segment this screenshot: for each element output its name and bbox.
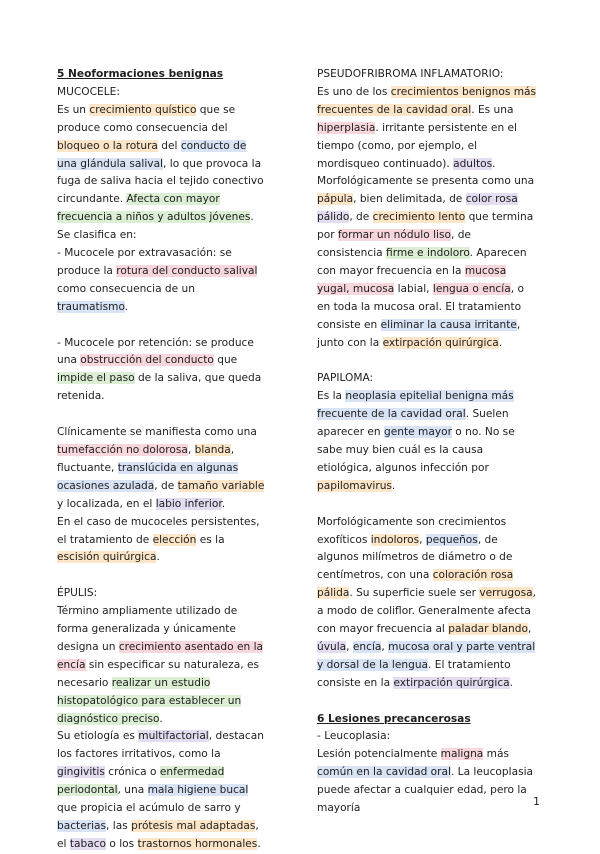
highlighted-text: escisión quirúrgica bbox=[57, 551, 157, 564]
text-run: . bbox=[492, 157, 496, 170]
highlighted-text: bacterias bbox=[57, 820, 107, 833]
text-run: . bbox=[124, 300, 129, 313]
text-run: , fluctuante, bbox=[57, 444, 235, 474]
text-run: Es uno de los bbox=[317, 85, 391, 98]
highlighted-text: crecimiento quístico bbox=[89, 103, 197, 116]
paragraph bbox=[317, 173, 539, 352]
highlighted-text: indoloros bbox=[370, 533, 420, 546]
text-run: crónica o bbox=[104, 766, 160, 779]
text-run: , a modo de coliflor. Generalmente afecta con mayor frecuencia al bbox=[317, 587, 536, 636]
text-run: , destacan los factores irritativos, como la bbox=[57, 730, 264, 761]
page-number: 1 bbox=[533, 795, 540, 808]
section-heading: 6 Lesiones precancerosas bbox=[317, 712, 471, 725]
highlighted-text: crecimiento asentado en la encía bbox=[57, 640, 264, 671]
paragraph-gap bbox=[57, 406, 269, 424]
text-run: , las bbox=[106, 820, 132, 833]
highlighted-text: maligna bbox=[440, 748, 484, 761]
text-run: que se produce como consecuencia del bbox=[57, 103, 236, 134]
right-column bbox=[317, 66, 539, 818]
text-run: - Mucocele por extravasación: se produce la bbox=[57, 247, 232, 277]
highlighted-text: extirpación quirúrgica bbox=[382, 336, 499, 349]
highlighted-text: labio inferior bbox=[155, 497, 222, 510]
paragraph bbox=[317, 66, 539, 84]
text-run: Morfológicamente se presenta como una bbox=[317, 175, 535, 188]
highlighted-text: gente mayor bbox=[384, 426, 452, 439]
highlighted-text: rotura del conducto salival bbox=[116, 264, 258, 277]
highlighted-text: bloqueo o la rotura bbox=[57, 139, 158, 152]
highlighted-text: obstrucción del conducto bbox=[80, 354, 214, 367]
text-run: . bbox=[159, 712, 163, 725]
text-run: - Leucoplasia: bbox=[317, 730, 391, 743]
paragraph-gap bbox=[57, 567, 269, 585]
highlighted-text: gingivitis bbox=[57, 766, 105, 779]
text-run: Es la bbox=[317, 390, 346, 403]
text-run: PSEUDOFRIBROMA INFLAMATORIO: bbox=[317, 68, 504, 80]
text-run: . bbox=[391, 479, 396, 492]
text-run: de la saliva, que queda retenida. bbox=[57, 372, 262, 403]
highlighted-text: papilomavirus bbox=[317, 479, 392, 492]
paragraph bbox=[57, 514, 269, 568]
highlighted-text: extirpación quirúrgica bbox=[393, 676, 510, 689]
highlighted-text: realizar un estudio histopatológico para establecer un diagnóstico preciso bbox=[57, 676, 242, 725]
text-run: , bbox=[346, 640, 353, 653]
highlighted-text: paladar blando bbox=[448, 623, 528, 636]
highlighted-text: lengua o encía bbox=[432, 282, 511, 295]
paragraph bbox=[57, 84, 269, 102]
paragraph bbox=[57, 335, 269, 407]
text-run: , el bbox=[57, 820, 259, 850]
text-run: , lo que provoca la fuga de saliva hacia el tejido conectivo circundante. bbox=[57, 157, 264, 206]
text-run: . bbox=[221, 497, 226, 510]
text-run: Lesión potencialmente bbox=[317, 748, 441, 761]
paragraph bbox=[57, 603, 269, 728]
text-run: . irritante persistente en el tiempo (como, por ejemplo, el mordisqueo continuado). bbox=[317, 121, 517, 170]
text-run: . La leucoplasia puede afectar a cualquier edad, pero la mayoría bbox=[317, 766, 534, 815]
text-run: . Aparecen con mayor frecuencia en la bbox=[317, 247, 527, 277]
text-run: . bbox=[509, 676, 514, 689]
text-run: Morfológicamente son crecimientos exofíticos bbox=[317, 515, 507, 546]
text-run: Clínicamente se manifiesta como una bbox=[57, 426, 257, 439]
highlighted-text: formar un nódulo liso bbox=[337, 229, 451, 242]
highlighted-text: translúcida en algunas ocasiones azulada bbox=[57, 461, 239, 492]
text-run: o no. No se sabe muy bien cuál es la causa etiológica, algunos infección por bbox=[317, 426, 515, 474]
highlighted-text: mucosa yugal, mucosa bbox=[317, 264, 507, 295]
highlighted-text: prótesis mal adaptadas bbox=[131, 820, 256, 833]
highlighted-text: Afecta con mayor frecuencia a niños y adultos jóvenes bbox=[57, 193, 251, 224]
highlighted-text: color rosa pálido bbox=[317, 193, 518, 224]
text-run: - Mucocele por retención: se produce una bbox=[57, 336, 254, 367]
highlighted-text: firme e indoloro bbox=[386, 247, 470, 260]
text-run: . Es una bbox=[471, 103, 514, 116]
paragraph-gap bbox=[317, 353, 539, 371]
highlighted-text: tumefacción no dolorosa bbox=[57, 444, 188, 456]
highlighted-text: crecimientos benignos más frecuentes de la cavidad oral bbox=[317, 85, 537, 116]
paragraph-gap bbox=[317, 693, 539, 711]
highlighted-text: impide el paso bbox=[57, 372, 135, 385]
text-run: , de algunos milímetros de diámetro o de centímetros, con una bbox=[317, 533, 513, 582]
paragraph bbox=[317, 514, 539, 693]
highlighted-text: hiperplasia bbox=[317, 121, 376, 134]
highlighted-text: pápula bbox=[317, 193, 354, 206]
text-run: , de bbox=[154, 479, 178, 492]
text-run: . Se clasifica en: bbox=[57, 211, 254, 242]
paragraph bbox=[57, 585, 269, 603]
text-run: . El tratamiento consiste en la bbox=[317, 658, 511, 689]
text-run: Su etiología es bbox=[57, 730, 139, 743]
highlighted-text: conducto de una glándula salival bbox=[57, 139, 247, 170]
text-run: , bien delimitada, de bbox=[353, 193, 466, 206]
paragraph bbox=[317, 746, 539, 818]
left-column bbox=[57, 66, 269, 854]
text-run: Término ampliamente utilizado de forma generalizada y únicamente designa un bbox=[57, 605, 238, 653]
paragraph bbox=[57, 245, 269, 317]
text-run: , de consistencia bbox=[317, 229, 471, 260]
paragraph bbox=[317, 84, 539, 174]
paragraph bbox=[317, 388, 539, 495]
highlighted-text: traumatismo bbox=[57, 300, 125, 313]
paragraph bbox=[57, 728, 269, 853]
text-run: , una bbox=[117, 784, 148, 797]
text-run: , bbox=[419, 533, 426, 546]
text-run: más bbox=[483, 748, 509, 761]
highlighted-text: neoplasia epitelial benigna más frecuente de la cavidad oral bbox=[317, 390, 514, 421]
highlighted-text: encía bbox=[352, 640, 382, 653]
highlighted-text: eliminar la causa irritante bbox=[380, 318, 517, 331]
text-run: PAPILOMA: bbox=[317, 372, 374, 385]
highlighted-text: común en la cavidad oral bbox=[317, 766, 451, 779]
text-run: del bbox=[157, 139, 181, 152]
text-run: que bbox=[213, 354, 238, 367]
text-run: que propicia el acúmulo de sarro y bbox=[57, 802, 241, 815]
text-run: , bbox=[187, 444, 195, 456]
highlighted-text: coloración rosa pálida bbox=[317, 569, 514, 600]
paragraph-gap bbox=[317, 496, 539, 514]
text-run: labial, bbox=[394, 282, 433, 295]
highlighted-text: mala higiene bucal bbox=[147, 784, 249, 797]
text-run: . bbox=[498, 336, 503, 349]
highlighted-text: crecimiento lento bbox=[372, 211, 466, 224]
text-run: y localizada, en el bbox=[57, 497, 156, 510]
highlighted-text: tamaño variable bbox=[177, 479, 265, 492]
paragraph bbox=[57, 424, 269, 514]
text-run: , o en toda la mucosa oral. El tratamiento consiste en bbox=[317, 282, 524, 331]
paragraph bbox=[317, 370, 539, 388]
paragraph bbox=[57, 66, 269, 84]
highlighted-text: adultos bbox=[453, 157, 493, 170]
text-run: Es un bbox=[57, 103, 90, 116]
highlighted-text: verrugosa bbox=[479, 587, 533, 600]
text-run: es la bbox=[196, 533, 225, 546]
text-run: . Suelen aparecer en bbox=[317, 408, 509, 439]
text-run: MUCOCELE: bbox=[57, 85, 120, 98]
text-run: . Su superficie suele ser bbox=[349, 587, 480, 600]
text-run: , junto con la bbox=[317, 318, 521, 349]
paragraph bbox=[317, 728, 539, 746]
text-run: como consecuencia de un bbox=[57, 282, 195, 295]
text-run: , bbox=[527, 623, 532, 636]
highlighted-text: blanda bbox=[194, 444, 231, 456]
paragraph bbox=[57, 102, 269, 245]
paragraph-gap bbox=[57, 317, 269, 335]
text-run: . bbox=[156, 551, 160, 564]
highlighted-text: trastornos hormonales bbox=[137, 837, 258, 850]
highlighted-text: multifactorial bbox=[138, 730, 209, 743]
highlighted-text: mucosa oral y parte ventral y dorsal de la lengua bbox=[317, 640, 536, 671]
section-heading: 5 Neoformaciones benignas bbox=[57, 68, 224, 80]
text-run: En el caso de mucoceles persistentes, el tratamiento de bbox=[57, 515, 260, 546]
text-run: . bbox=[257, 837, 261, 850]
highlighted-text: enfermedad periodontal bbox=[57, 766, 225, 797]
highlighted-text: elección bbox=[152, 533, 197, 546]
text-run: sin especificar su naturaleza, es necesario bbox=[57, 658, 259, 689]
highlighted-text: pequeños bbox=[425, 533, 478, 546]
highlighted-text: úvula bbox=[317, 640, 347, 653]
text-run: , de bbox=[349, 211, 373, 224]
paragraph bbox=[317, 711, 539, 729]
text-run: , bbox=[381, 640, 389, 653]
text-run: o los bbox=[106, 837, 138, 850]
text-run: que termina por bbox=[317, 211, 534, 242]
text-run: ÉPULIS: bbox=[57, 587, 98, 600]
highlighted-text: tabaco bbox=[69, 837, 107, 850]
